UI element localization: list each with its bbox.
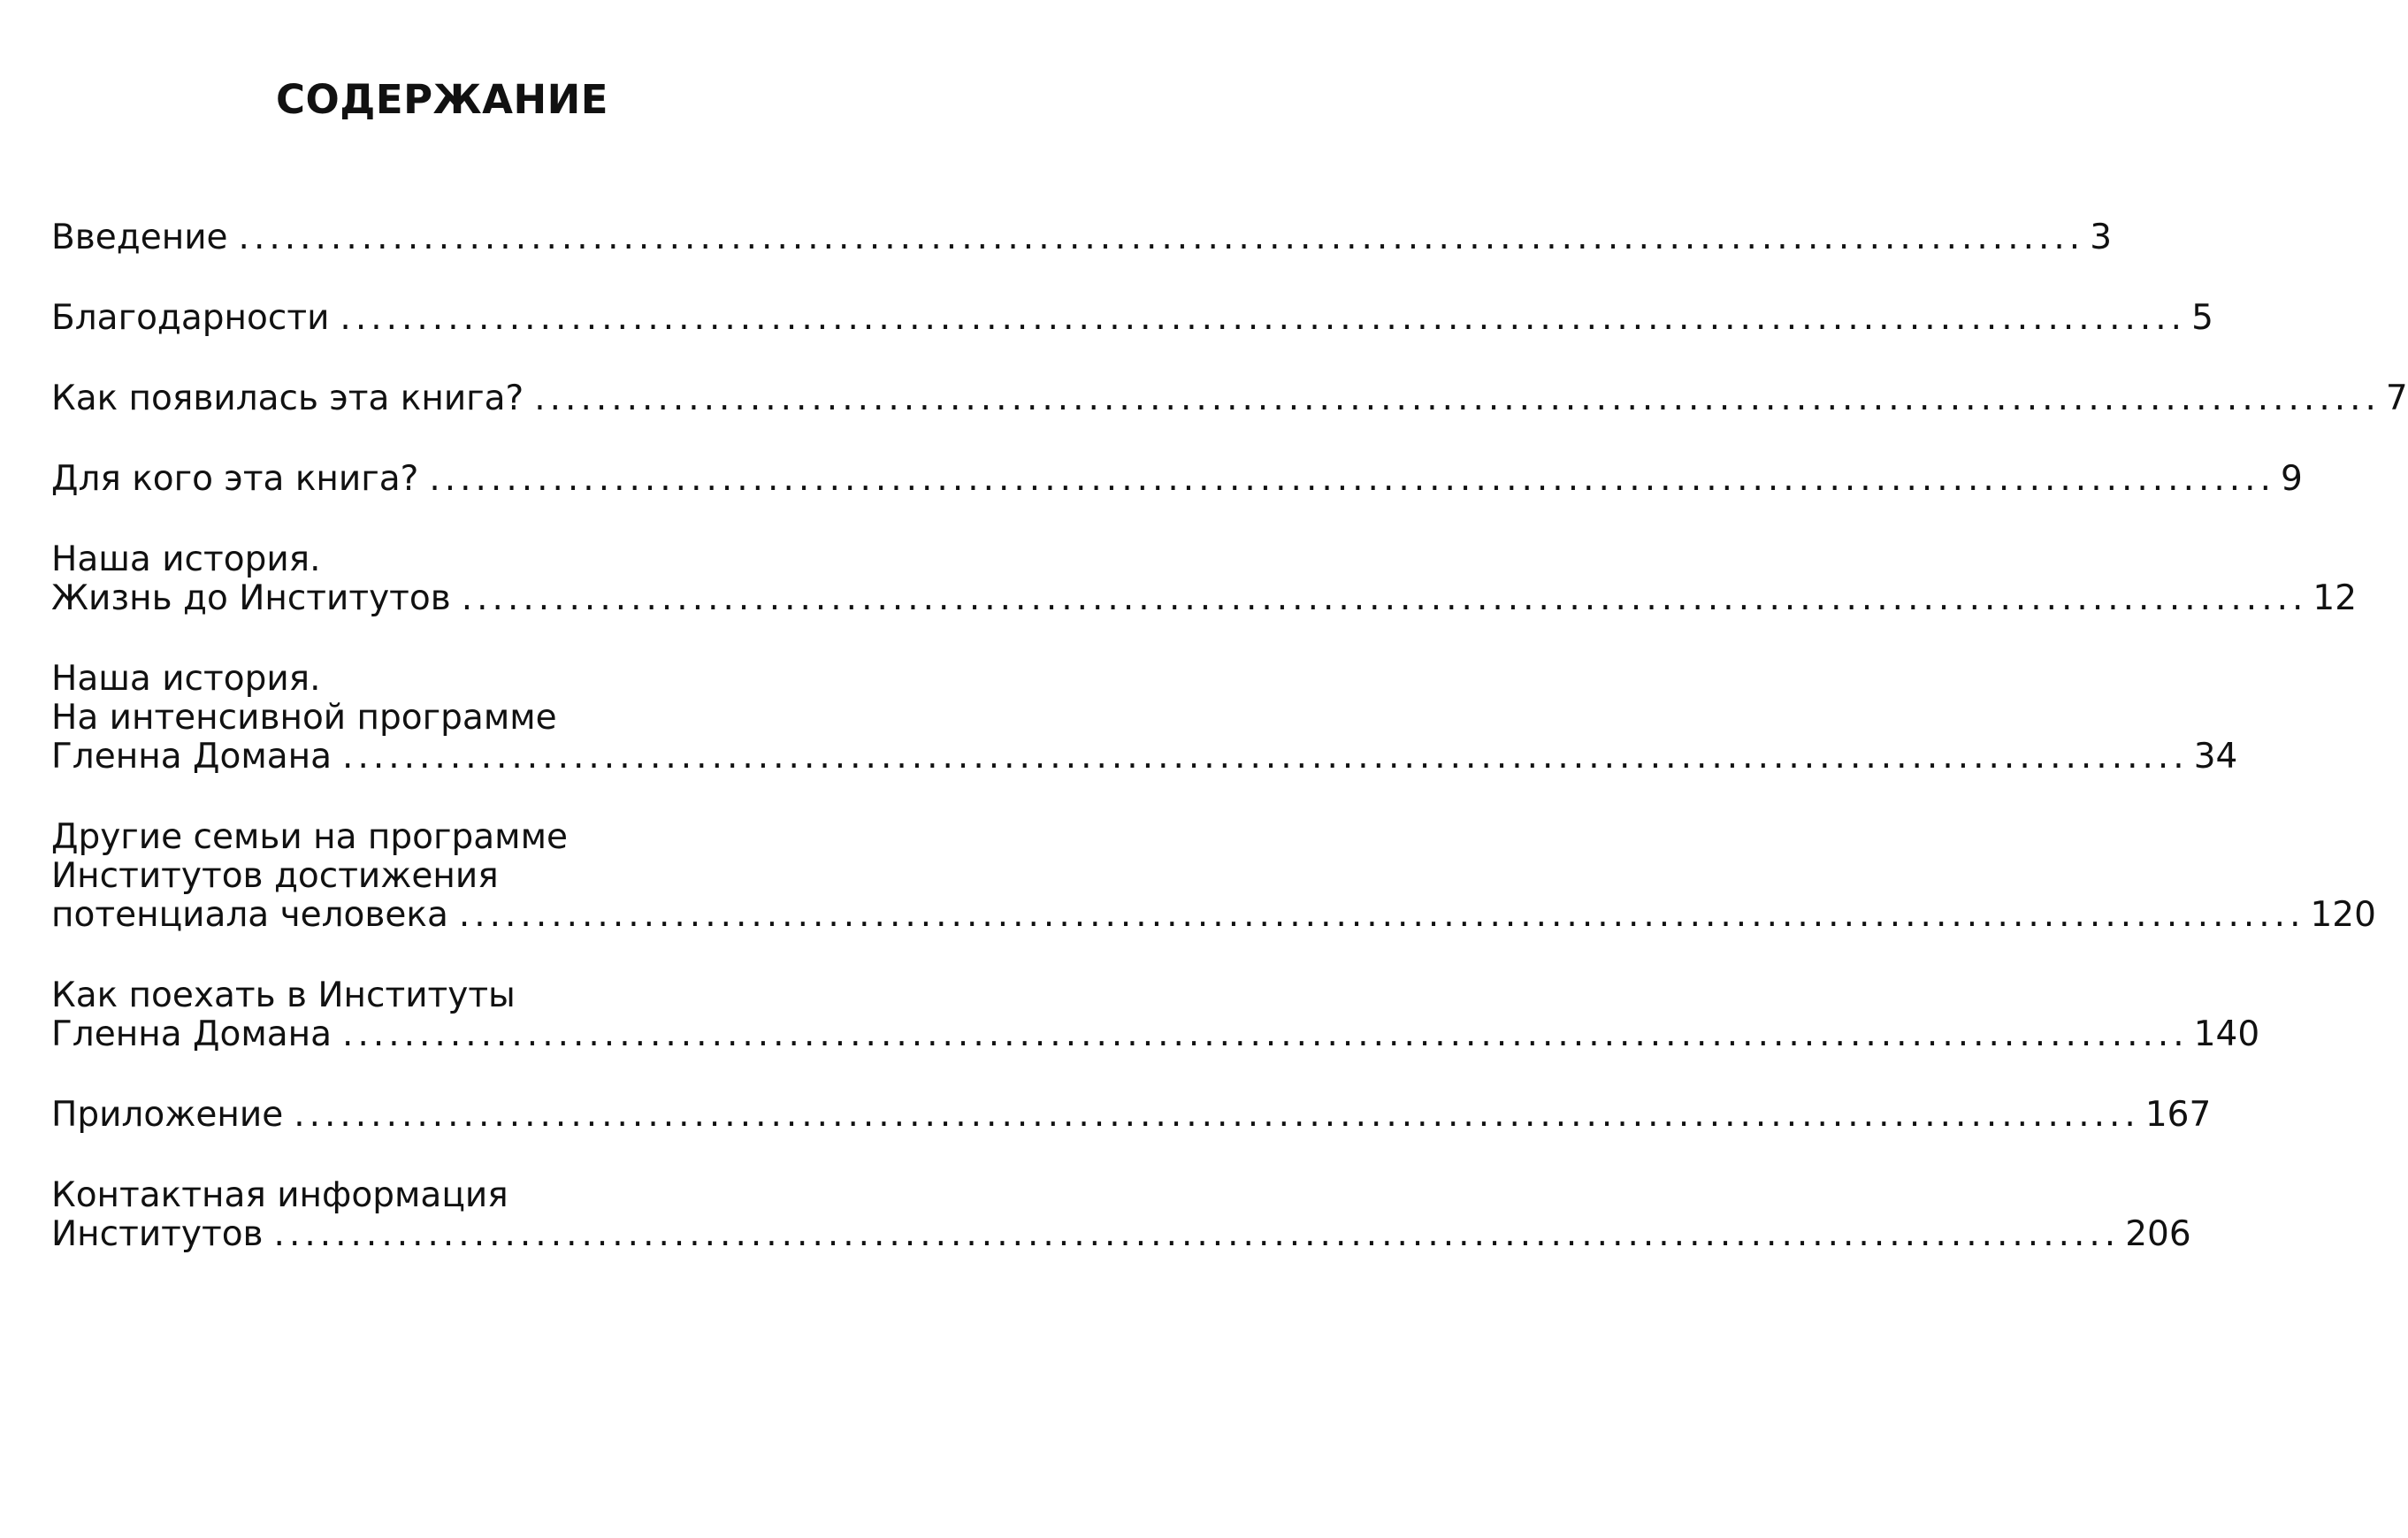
toc-entry [51, 1095, 2212, 1135]
toc-entry-title-line: Институтов [51, 1214, 264, 1254]
toc-entry-page-number: 12 [2312, 578, 2358, 618]
toc-entry-title-line: Контактная информация [51, 1175, 508, 1215]
toc-entry-row [51, 379, 2408, 418]
toc-entry-row [51, 1014, 2260, 1054]
toc-entry-title-line: Наша история. [51, 659, 321, 699]
toc-entry-title-line: потенциала человека [51, 895, 448, 935]
toc-entry-page-number: 120 [2310, 895, 2376, 935]
toc-entry-title-line: Как появилась эта книга? [51, 379, 524, 418]
dot-leader: ........................................................................................................................ [461, 578, 2308, 618]
toc-entry-page-number: 9 [2280, 459, 2303, 499]
dot-leader: ........................................................................................................................ [429, 459, 2275, 499]
dot-leader: ........................................................................................................................ [342, 1014, 2189, 1054]
toc-entry-row [51, 1214, 2191, 1254]
toc-entry-page-number: 140 [2193, 1014, 2260, 1054]
toc-entry-title-line: Введение [51, 218, 228, 257]
toc-entry [51, 379, 2408, 418]
toc-entry-title-line: На интенсивной программе [51, 698, 557, 738]
toc-entry-title-line: Приложение [51, 1095, 284, 1135]
toc-entry-title-line: Для кого эта книга? [51, 459, 419, 499]
page-title: СОДЕРЖАНИЕ [275, 76, 609, 123]
toc-entry-title-line: Благодарности [51, 298, 330, 338]
toc-entry-title-line: Как поехать в Институты [51, 976, 516, 1015]
toc-entry-title-line: Гленна Домана [51, 737, 333, 777]
toc-entry-row [51, 218, 2113, 257]
toc-entry [51, 459, 2303, 499]
toc-entry-title-line: Жизнь до Институтов [51, 578, 451, 618]
toc-entry-title-line: Наша история. [51, 539, 321, 579]
dot-leader: ........................................................................................................................ [294, 1095, 2140, 1135]
toc-entry-page-number: 7 [2385, 379, 2408, 418]
toc-entry-page-number: 3 [2090, 218, 2113, 257]
toc-entry-page-number: 5 [2191, 298, 2213, 338]
toc-entry [51, 298, 2213, 338]
toc-entry [51, 1175, 2191, 1254]
toc-entry-page-number: 34 [2193, 737, 2238, 777]
toc-entry-page-number: 167 [2144, 1095, 2212, 1135]
dot-leader: ........................................................................................................................ [458, 895, 2305, 935]
dot-leader: ........................................................................................................................ [342, 737, 2189, 777]
toc-entry-row [51, 895, 2376, 935]
dot-leader: ........................................................................................................................ [273, 1214, 2121, 1254]
toc-entry-title-line: Гленна Домана [51, 1014, 333, 1054]
toc-entry-row [51, 1095, 2212, 1135]
toc-entry [51, 659, 2238, 777]
table-of-contents [51, 218, 2408, 1296]
dot-leader: ........................................................................................................................ [340, 298, 2187, 338]
toc-entry-row [51, 737, 2238, 777]
dot-leader: ........................................................................................................................ [238, 218, 2085, 257]
toc-entry-row [51, 578, 2358, 618]
toc-entry-title-line: Институтов достижения [51, 856, 499, 896]
toc-entry-page-number: 206 [2125, 1214, 2191, 1254]
toc-entry [51, 539, 2358, 618]
toc-entry-title-line: Другие семьи на программе [51, 817, 569, 857]
toc-entry-row [51, 298, 2213, 338]
toc-entry [51, 218, 2113, 257]
toc-entry-row [51, 459, 2303, 499]
toc-entry [51, 817, 2376, 935]
toc-entry [51, 976, 2260, 1054]
dot-leader: ........................................................................................................................ [534, 379, 2381, 418]
